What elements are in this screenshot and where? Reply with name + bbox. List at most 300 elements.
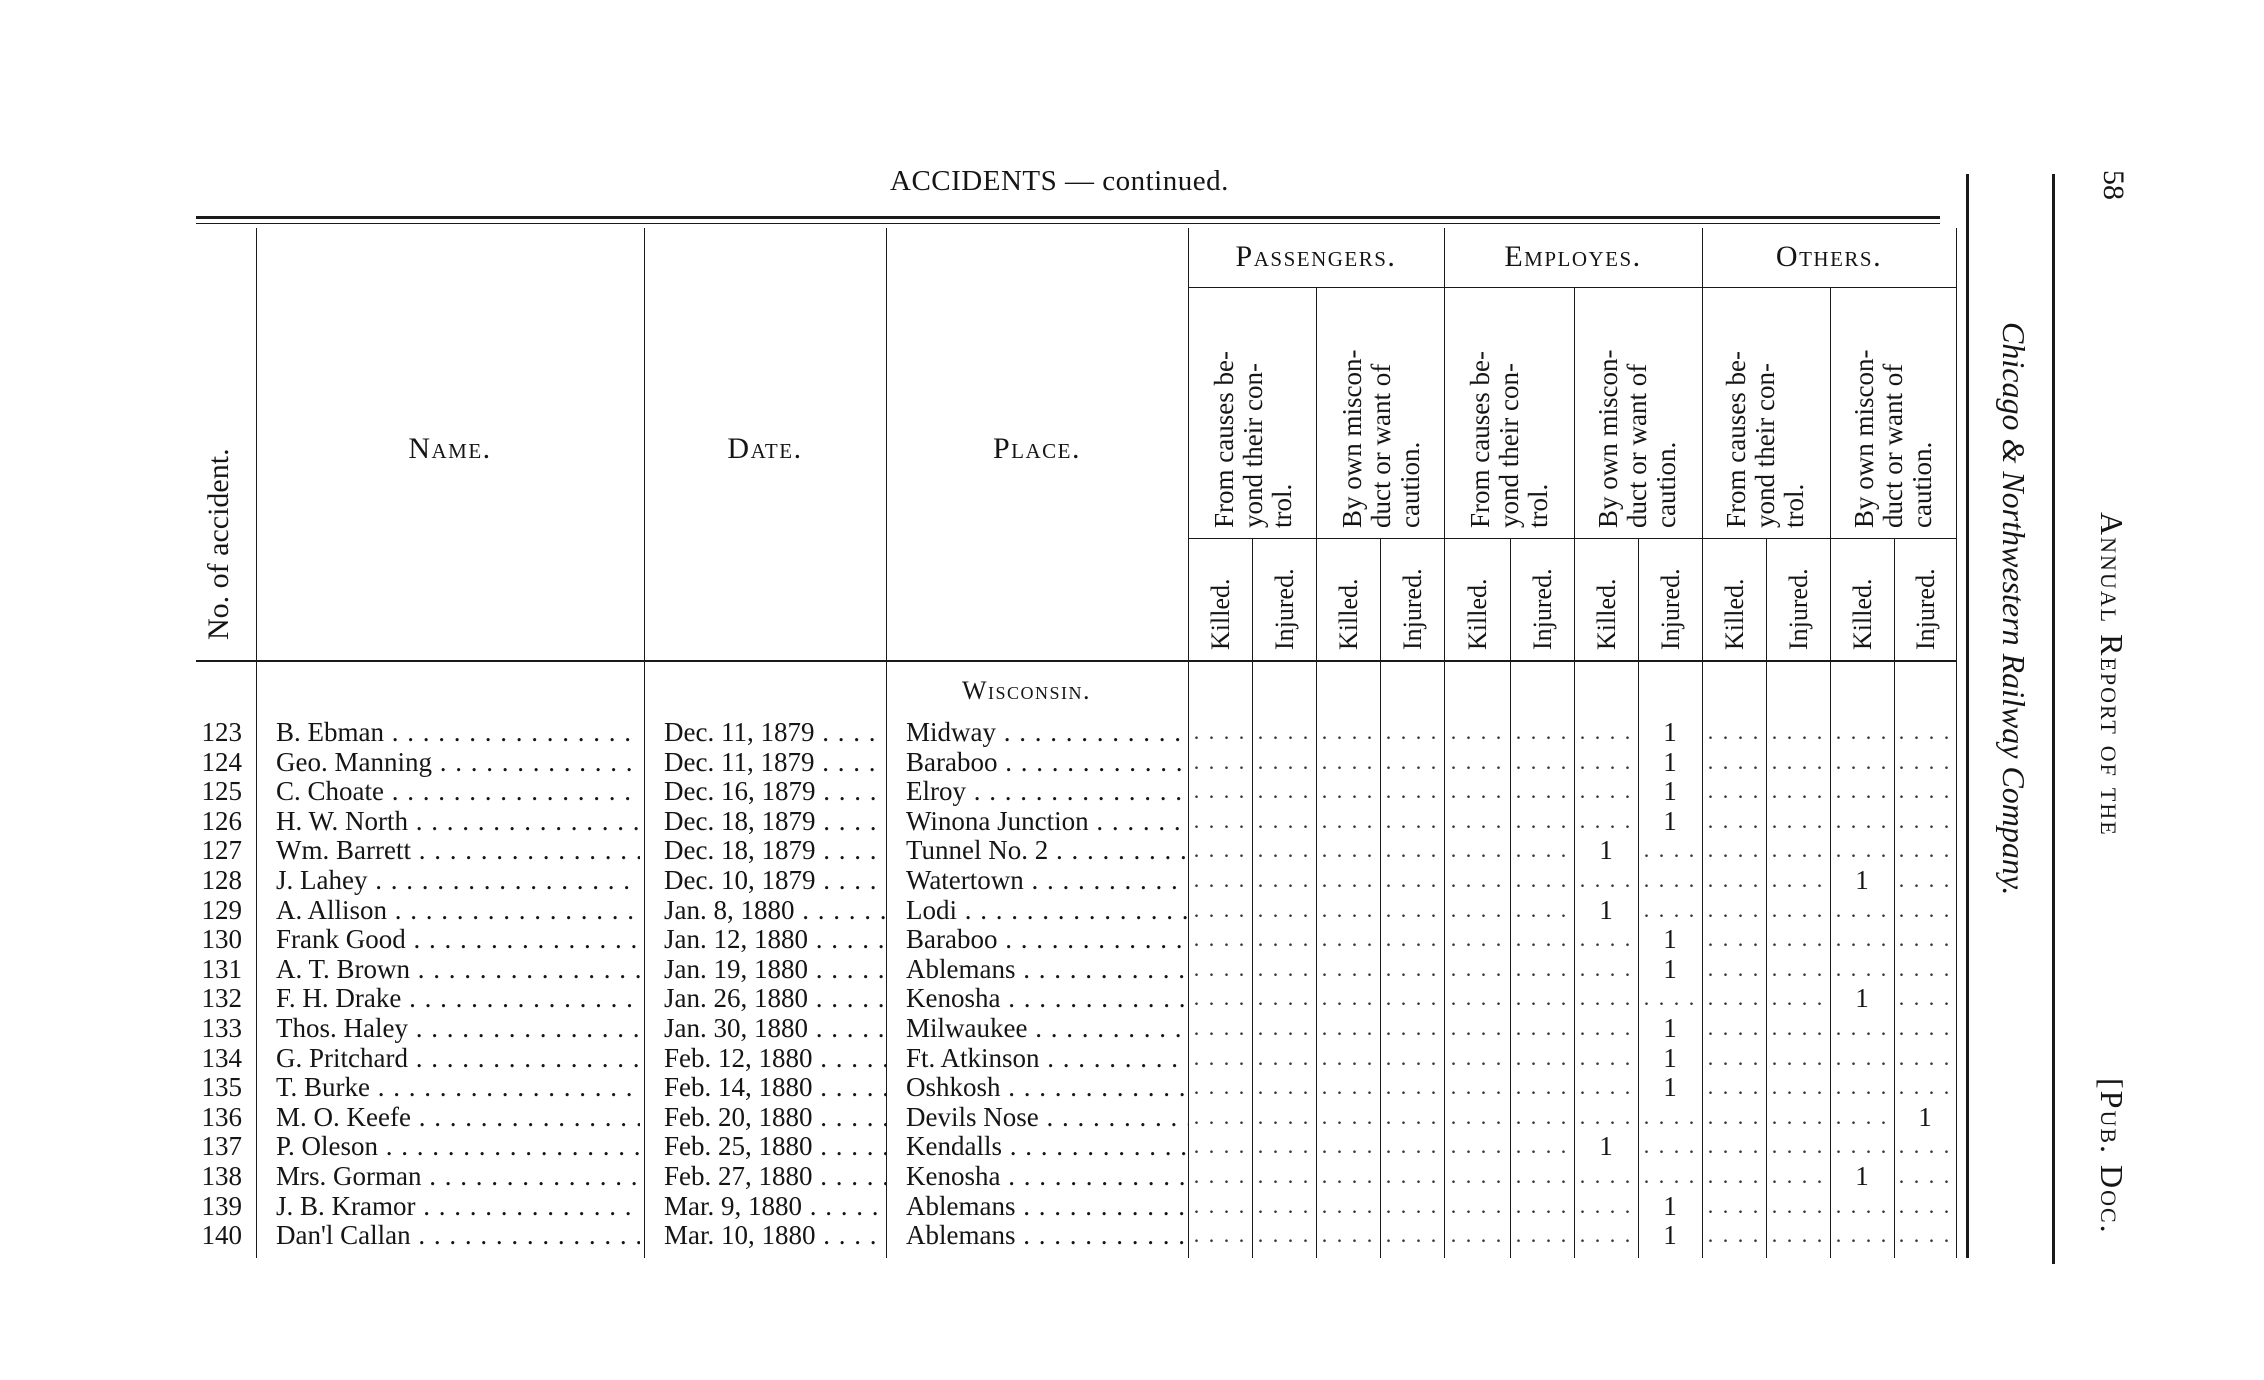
accident-place-text: Lodi: [906, 894, 957, 925]
empty-cell: . . . .: [1450, 1015, 1504, 1040]
accident-place: [906, 1072, 1188, 1102]
empty-cell: . . . .: [1257, 1015, 1311, 1040]
accident-date: [664, 776, 886, 806]
victim-name: [276, 1043, 640, 1073]
empty-cell: . . . .: [1707, 926, 1761, 952]
accident-date-text: Feb. 14, 1880: [664, 1072, 813, 1103]
victim-name: [276, 776, 640, 806]
accident-date-text: Dec. 16, 1879: [664, 776, 816, 807]
empty-cell: . . . .: [1515, 1044, 1569, 1070]
victim-name: [276, 717, 640, 747]
victim-name: [276, 983, 640, 1013]
victim-name-text: Wm. Barrett: [276, 835, 411, 866]
right-rule: [1966, 174, 1969, 1258]
empty-cell: . . . .: [1579, 807, 1633, 833]
accident-place: [906, 1043, 1188, 1073]
empty-cell: . . . .: [1450, 985, 1504, 1011]
count-cell: 1: [1663, 776, 1677, 807]
victim-name: [276, 924, 640, 954]
accident-number: [190, 954, 242, 984]
empty-cell: . . . .: [1835, 1074, 1889, 1100]
accident-date-text: Feb. 25, 1880: [664, 1131, 813, 1162]
accident-number-text: 134: [201, 1042, 242, 1073]
empty-cell: . . . .: [1515, 1133, 1569, 1159]
accident-number-text: 135: [201, 1072, 242, 1103]
victim-name: [276, 1220, 640, 1250]
empty-cell: . . . .: [1835, 1015, 1889, 1040]
accident-number: [190, 747, 242, 777]
empty-cell: . . . .: [1450, 926, 1504, 952]
empty-cell: . . . .: [1771, 1163, 1825, 1188]
empty-cell: . . . .: [1385, 926, 1439, 952]
killed-label: Killed.: [1463, 578, 1492, 650]
empty-cell: . . . .: [1257, 867, 1311, 892]
top-rule: [196, 216, 1940, 219]
accident-date-text: Feb. 12, 1880: [664, 1042, 813, 1073]
accident-date-text: Dec. 11, 1879: [664, 746, 815, 777]
accident-place-text: Watertown: [906, 865, 1024, 895]
section-heading: Wisconsin.: [962, 676, 1092, 705]
empty-cell: . . . .: [1707, 1044, 1761, 1070]
accident-date: [664, 1043, 886, 1073]
empty-cell: . . . .: [1643, 896, 1697, 922]
empty-cell: . . . .: [1450, 1074, 1504, 1100]
victim-name-text: B. Ebman: [276, 717, 384, 747]
empty-cell: . . . .: [1515, 867, 1569, 892]
empty-cell: . . . .: [1257, 1103, 1311, 1129]
accident-date: [664, 924, 886, 954]
empty-cell: . . . .: [1515, 1163, 1569, 1188]
empty-cell: . . . .: [1385, 867, 1439, 892]
accident-place-text: Ft. Atkinson: [906, 1042, 1040, 1073]
count-cell: 1: [1599, 835, 1613, 866]
empty-cell: . . . .: [1707, 896, 1761, 922]
empty-cell: . . . .: [1898, 837, 1952, 863]
empty-cell: . . . .: [1257, 837, 1311, 863]
accident-number-text: 132: [201, 983, 242, 1014]
empty-cell: . . . .: [1579, 1222, 1633, 1248]
victim-name: [276, 1161, 640, 1191]
table-row: [0, 1043, 1960, 1073]
empty-cell: . . . .: [1193, 955, 1247, 981]
empty-cell: . . . .: [1771, 837, 1825, 863]
empty-cell: . . . .: [1193, 1074, 1247, 1100]
accident-place: [906, 806, 1188, 836]
subheader-line: yond their con-: [1238, 363, 1268, 528]
table-row: [0, 895, 1960, 925]
table-row: [0, 865, 1960, 895]
accident-number-text: 126: [201, 805, 242, 836]
empty-cell: . . . .: [1515, 807, 1569, 833]
accident-date: [664, 954, 886, 984]
accident-number: [190, 924, 242, 954]
count-cell: 1: [1855, 1161, 1869, 1191]
empty-cell: . . . .: [1257, 719, 1311, 744]
empty-cell: . . . .: [1643, 985, 1697, 1011]
empty-cell: . . . .: [1707, 778, 1761, 804]
empty-cell: . . . .: [1385, 985, 1439, 1011]
victim-name: [276, 954, 640, 984]
victim-name-text: A. Allison: [276, 894, 388, 925]
empty-cell: . . . .: [1385, 1222, 1439, 1248]
empty-cell: . . . .: [1707, 1163, 1761, 1188]
empty-cell: . . . .: [1515, 1103, 1569, 1129]
empty-cell: . . . .: [1257, 1044, 1311, 1070]
empty-cell: . . . .: [1385, 1074, 1439, 1100]
victim-name: [276, 1013, 640, 1043]
table-row: [0, 1191, 1960, 1221]
victim-name-text: J. Lahey: [276, 865, 368, 895]
empty-cell: . . . .: [1257, 778, 1311, 804]
empty-cell: . . . .: [1515, 926, 1569, 952]
empty-cell: . . . .: [1771, 807, 1825, 833]
empty-cell: . . . .: [1898, 896, 1952, 922]
empty-cell: . . . .: [1385, 1133, 1439, 1159]
injured-label: Injured.: [1911, 568, 1940, 650]
empty-cell: . . . .: [1321, 719, 1375, 744]
empty-cell: . . . .: [1707, 1222, 1761, 1248]
accident-date-text: Jan. 12, 1880: [664, 924, 808, 955]
subhead-oth-own: [1850, 350, 1937, 529]
empty-cell: . . . .: [1898, 778, 1952, 804]
empty-cell: . . . .: [1257, 1133, 1311, 1159]
empty-cell: . . . .: [1579, 778, 1633, 804]
victim-name: [276, 1072, 640, 1102]
empty-cell: . . . .: [1515, 719, 1569, 744]
empty-cell: . . . .: [1707, 1192, 1761, 1218]
empty-cell: . . . .: [1707, 748, 1761, 774]
empty-cell: . . . .: [1835, 926, 1889, 952]
count-cell: 1: [1663, 1072, 1677, 1103]
empty-cell: . . . .: [1771, 748, 1825, 774]
group-passengers: Passengers.: [1235, 240, 1397, 273]
empty-cell: . . . .: [1257, 748, 1311, 774]
header-name: Name.: [408, 432, 492, 465]
empty-cell: . . . .: [1257, 1192, 1311, 1218]
victim-name-text: Mrs. Gorman: [276, 1161, 422, 1191]
empty-cell: . . . .: [1771, 1015, 1825, 1040]
victim-name-text: F. H. Drake: [276, 983, 402, 1014]
empty-cell: . . . .: [1385, 778, 1439, 804]
empty-cell: . . . .: [1771, 719, 1825, 744]
empty-cell: . . . .: [1898, 926, 1952, 952]
empty-cell: . . . .: [1707, 1103, 1761, 1129]
subheader-line: duct or want of: [1878, 363, 1908, 528]
accident-place-text: Ablemans: [906, 1220, 1016, 1251]
empty-cell: . . . .: [1898, 1074, 1952, 1100]
accident-place: [906, 865, 1188, 895]
empty-cell: . . . .: [1771, 867, 1825, 892]
empty-cell: . . . .: [1193, 1015, 1247, 1040]
subhead-pass-beyond: [1210, 351, 1297, 528]
accident-place-text: Midway: [906, 717, 996, 747]
victim-name: [276, 1102, 640, 1132]
count-cell: 1: [1663, 924, 1677, 955]
accident-date: [664, 895, 886, 925]
count-cell: 1: [1918, 1101, 1932, 1132]
subheader-line: From causes be-: [1209, 351, 1239, 528]
count-cell: 1: [1855, 983, 1869, 1014]
group-others: Others.: [1775, 240, 1883, 273]
empty-cell: . . . .: [1193, 926, 1247, 952]
empty-cell: . . . .: [1257, 807, 1311, 833]
empty-cell: . . . .: [1643, 1133, 1697, 1159]
empty-cell: . . . .: [1450, 955, 1504, 981]
empty-cell: . . . .: [1579, 1044, 1633, 1070]
accident-place-text: Baraboo: [906, 924, 998, 955]
table-row: [0, 806, 1960, 836]
empty-cell: . . . .: [1898, 1192, 1952, 1218]
accident-place: [906, 924, 1188, 954]
empty-cell: . . . .: [1321, 807, 1375, 833]
empty-cell: . . . .: [1385, 837, 1439, 863]
accident-date-text: Dec. 10, 1879: [664, 865, 816, 895]
accident-number: [190, 1220, 242, 1250]
count-cell: 1: [1663, 717, 1677, 747]
empty-cell: . . . .: [1579, 1074, 1633, 1100]
accident-date-text: Mar. 9, 1880: [664, 1190, 802, 1221]
victim-name-text: Dan'l Callan: [276, 1220, 411, 1251]
subheader-line: trol.: [1523, 483, 1553, 528]
empty-cell: . . . .: [1643, 1103, 1697, 1129]
accident-number: [190, 1072, 242, 1102]
empty-cell: . . . .: [1321, 926, 1375, 952]
empty-cell: . . . .: [1771, 1133, 1825, 1159]
empty-cell: . . . .: [1321, 867, 1375, 892]
empty-cell: . . . .: [1579, 1015, 1633, 1040]
accident-date: [664, 983, 886, 1013]
empty-cell: . . . .: [1321, 1044, 1375, 1070]
empty-cell: . . . .: [1321, 1163, 1375, 1188]
empty-cell: . . . .: [1450, 1163, 1504, 1188]
count-cell: 1: [1663, 1190, 1677, 1221]
empty-cell: . . . .: [1450, 1044, 1504, 1070]
accident-number-text: 123: [201, 717, 242, 747]
empty-cell: . . . .: [1515, 985, 1569, 1011]
accident-date-text: Jan. 8, 1880: [664, 894, 795, 925]
empty-cell: . . . .: [1193, 1133, 1247, 1159]
empty-cell: . . . .: [1450, 1103, 1504, 1129]
empty-cell: . . . .: [1898, 1133, 1952, 1159]
empty-cell: . . . .: [1515, 1015, 1569, 1040]
empty-cell: . . . .: [1835, 1192, 1889, 1218]
empty-cell: . . . .: [1385, 807, 1439, 833]
empty-cell: . . . .: [1321, 896, 1375, 922]
accident-place: [906, 747, 1188, 777]
injured-label: Injured.: [1398, 568, 1427, 650]
empty-cell: . . . .: [1771, 926, 1825, 952]
victim-name-text: H. W. North: [276, 805, 409, 836]
victim-name-text: A. T. Brown: [276, 953, 410, 984]
table-row: [0, 835, 1960, 865]
table-row: [0, 776, 1960, 806]
pub-doc: [Pub. Doc.: [2094, 1078, 2130, 1235]
empty-cell: . . . .: [1257, 1163, 1311, 1188]
empty-cell: . . . .: [1450, 837, 1504, 863]
subhead-oth-beyond: [1722, 351, 1809, 528]
header-place: Place.: [992, 432, 1081, 465]
empty-cell: . . . .: [1193, 896, 1247, 922]
accident-number-text: 138: [201, 1161, 242, 1191]
empty-cell: . . . .: [1515, 837, 1569, 863]
empty-cell: . . . .: [1898, 807, 1952, 833]
empty-cell: . . . .: [1898, 867, 1952, 892]
empty-cell: . . . .: [1321, 837, 1375, 863]
accident-number: [190, 776, 242, 806]
header-date: Date.: [727, 432, 803, 465]
subheader-line: caution.: [1395, 441, 1425, 528]
count-cell: 1: [1663, 1220, 1677, 1251]
company-title: Chicago & Northwestern Railway Company.: [1996, 322, 2032, 896]
accident-number: [190, 865, 242, 895]
empty-cell: . . . .: [1193, 748, 1247, 774]
empty-cell: . . . .: [1898, 1163, 1952, 1188]
empty-cell: . . . .: [1450, 719, 1504, 744]
empty-cell: . . . .: [1385, 896, 1439, 922]
empty-cell: . . . .: [1257, 1074, 1311, 1100]
count-cell: 1: [1599, 894, 1613, 925]
subgroup-underline: [1188, 538, 1956, 539]
empty-cell: . . . .: [1898, 1015, 1952, 1040]
accident-place-text: Ablemans: [906, 953, 1016, 984]
accident-date-text: Mar. 10, 1880: [664, 1220, 816, 1251]
subhead-emp-own: [1594, 350, 1681, 529]
accident-date: [664, 1102, 886, 1132]
empty-cell: . . . .: [1898, 1222, 1952, 1248]
empty-cell: . . . .: [1835, 1044, 1889, 1070]
subhead-emp-beyond: [1466, 351, 1553, 528]
accident-number: [190, 983, 242, 1013]
empty-cell: . . . .: [1515, 896, 1569, 922]
empty-cell: . . . .: [1771, 1222, 1825, 1248]
accident-date: [664, 835, 886, 865]
victim-name-text: M. O. Keefe: [276, 1101, 411, 1132]
empty-cell: . . . .: [1193, 867, 1247, 892]
accident-number-text: 131: [201, 953, 242, 984]
accident-date: [664, 717, 886, 747]
accident-place-text: Oshkosh: [906, 1072, 1001, 1103]
empty-cell: . . . .: [1771, 1192, 1825, 1218]
victim-name: [276, 1131, 640, 1161]
accident-place: [906, 1131, 1188, 1161]
empty-cell: . . . .: [1771, 985, 1825, 1011]
empty-cell: . . . .: [1321, 778, 1375, 804]
accident-number: [190, 1043, 242, 1073]
empty-cell: . . . .: [1385, 955, 1439, 981]
empty-cell: . . . .: [1385, 748, 1439, 774]
empty-cell: . . . .: [1771, 1044, 1825, 1070]
empty-cell: . . . .: [1321, 1015, 1375, 1040]
empty-cell: . . . .: [1385, 1103, 1439, 1129]
subheader-line: trol.: [1779, 483, 1809, 528]
empty-cell: . . . .: [1835, 837, 1889, 863]
accident-date: [664, 1013, 886, 1043]
accident-date-text: Feb. 27, 1880: [664, 1161, 813, 1191]
victim-name-text: Geo. Manning: [276, 746, 432, 777]
killed-label: Killed.: [1334, 578, 1363, 650]
empty-cell: . . . .: [1515, 748, 1569, 774]
victim-name-text: J. B. Kramor: [276, 1190, 416, 1221]
empty-cell: . . . .: [1450, 807, 1504, 833]
accident-number: [190, 835, 242, 865]
empty-cell: . . . .: [1257, 1222, 1311, 1248]
accident-number-text: 129: [201, 894, 242, 925]
victim-name: [276, 865, 640, 895]
accident-place-text: Devils Nose: [906, 1101, 1039, 1132]
empty-cell: . . . .: [1579, 926, 1633, 952]
empty-cell: . . . .: [1579, 985, 1633, 1011]
victim-name: [276, 1191, 640, 1221]
empty-cell: . . . .: [1257, 896, 1311, 922]
empty-cell: . . . .: [1450, 778, 1504, 804]
accident-date-text: Jan. 26, 1880: [664, 983, 808, 1014]
empty-cell: . . . .: [1579, 719, 1633, 744]
subhead-pass-own: [1338, 350, 1425, 529]
empty-cell: . . . .: [1898, 985, 1952, 1011]
empty-cell: . . . .: [1450, 748, 1504, 774]
table-row: [0, 1161, 1960, 1191]
empty-cell: . . . .: [1579, 1192, 1633, 1218]
empty-cell: . . . .: [1321, 1192, 1375, 1218]
subheader-line: trol.: [1267, 483, 1297, 528]
count-cell: 1: [1855, 865, 1869, 895]
count-cell: 1: [1663, 805, 1677, 836]
empty-cell: . . . .: [1385, 1163, 1439, 1188]
table-row: [0, 924, 1960, 954]
empty-cell: . . . .: [1321, 1222, 1375, 1248]
empty-cell: . . . .: [1515, 1074, 1569, 1100]
accident-place: [906, 954, 1188, 984]
accident-number: [190, 1102, 242, 1132]
header-bottom-rule: [196, 660, 1956, 662]
empty-cell: . . . .: [1771, 1074, 1825, 1100]
count-cell: 1: [1663, 953, 1677, 984]
empty-cell: . . . .: [1579, 1163, 1633, 1188]
accident-date: [664, 1131, 886, 1161]
killed-label: Killed.: [1720, 578, 1749, 650]
count-cell: 1: [1663, 1042, 1677, 1073]
empty-cell: . . . .: [1193, 985, 1247, 1011]
header-no-of-accident: No. of accident.: [202, 448, 235, 640]
empty-cell: . . . .: [1450, 1192, 1504, 1218]
accident-place: [906, 1161, 1188, 1191]
accident-number-text: 130: [201, 924, 242, 955]
accident-place: [906, 983, 1188, 1013]
empty-cell: . . . .: [1707, 719, 1761, 744]
subheader-line: duct or want of: [1622, 363, 1652, 528]
empty-cell: . . . .: [1579, 748, 1633, 774]
page-number: 58: [2097, 170, 2130, 200]
empty-cell: . . . .: [1835, 1222, 1889, 1248]
victim-name-text: G. Pritchard: [276, 1042, 408, 1073]
accident-number-text: 136: [201, 1101, 242, 1132]
accident-place-text: Kenosha: [906, 983, 1001, 1014]
empty-cell: . . . .: [1321, 1103, 1375, 1129]
killed-label: Killed.: [1848, 578, 1877, 650]
table-row: [0, 717, 1960, 747]
table-row: [0, 747, 1960, 777]
empty-cell: . . . .: [1707, 1133, 1761, 1159]
empty-cell: . . . .: [1835, 807, 1889, 833]
empty-cell: . . . .: [1321, 985, 1375, 1011]
top-rule-2: [196, 223, 1940, 224]
empty-cell: . . . .: [1898, 1044, 1952, 1070]
empty-cell: . . . .: [1898, 748, 1952, 774]
subheader-line: From causes be-: [1465, 351, 1495, 528]
empty-cell: . . . .: [1385, 719, 1439, 744]
victim-name-text: T. Burke: [276, 1072, 370, 1103]
accident-number-text: 128: [201, 865, 242, 895]
